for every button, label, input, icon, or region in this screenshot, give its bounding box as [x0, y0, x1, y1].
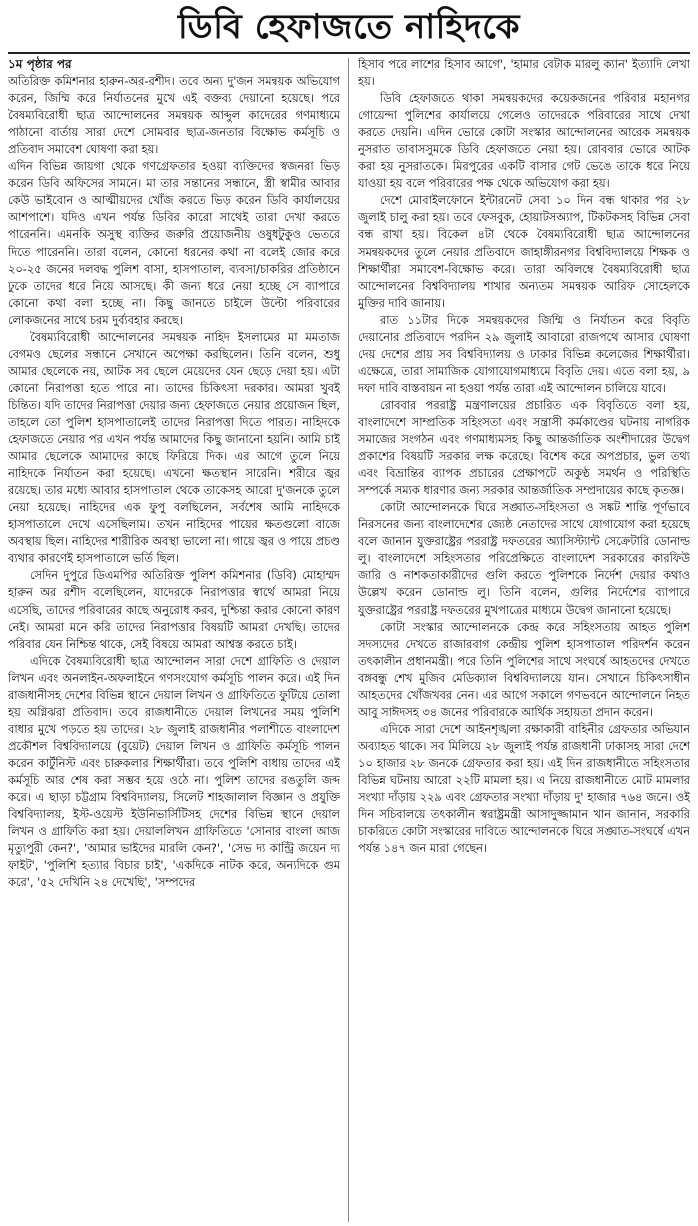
- article-paragraph: এদিন বিভিন্ন জায়গা থেকে গণগ্রেফতার হওয়া ব্যক্তিদের স্বজনরা ভিড় করেন ডিবি অফিসের সামনে। মা তার সন্তানের সন্ধানে, স্ত্রী স্বামীর আবার কেউ ভাইবোন ও আত্মীয়দের খোঁজ করতে ভিড় করেন ডিবি কার্যালয়ের আশপাশে। যদিও এখন পর্যন্ত ডিবির কারো সাথেই তারা দেখা করতে পারেননি। এমনকি অসুস্থ ব্যক্তির জরুরি প্রয়োজনীয় ওষুধটুকুও ভেতরে দিতে পারেননি। তারা বলেন, কোনো ধরনের কথা না বলেই জোর করে ২০-২৫ জনের দলবদ্ধ পুলিশ বাসা, হাসপাতাল, ব্যবসা/চাকরির প্রতিষ্ঠানে ঢুকে তাদের ধরে নিয়ে আসছে। কী জন্য ধরে নেয়া হচ্ছে সে ব্যাপারে কোনো কথা বলা হচ্ছে না। কিছু জানতে চাইলে উল্টো পরিবারের লোকজনের সাথে চরম দুর্ব্যবহার করছে।: [8, 159, 340, 327]
- headline: ডিবি হেফাজতে নাহিদকে: [177, 7, 521, 47]
- article-paragraph: বৈষম্যবিরোধী আন্দোলনের সমন্বয়ক নাহিদ ইসলামের মা মমতাজ বেগমও ছেলের সন্ধানে সেখানে অপেক্ষা করছিলেন। তিনি বলেন, শুধু আমার ছেলেকে নয়, আটক সব ছেলে মেয়েদের যেন ছেড়ে দেয়া হয়। এটা কোনো নিরাপত্তা হতে পারে না। তাদের চিকিৎসা দরকার। আমরা খুবই চিন্তিত। যদি তাদের নিরাপত্তা দেয়ার জন্য হেফাজতে নেয়ার প্রয়োজন ছিল, তাহলে তো পুলিশ হাসপাতালেই তাদের নিরাপত্তা দিতে পারত। নাহিদকে হেফাজতে নেয়ার পর এখন পর্যন্ত আমাদের কিছু জানানো হয়নি। আমি চাই আমার ছেলেকে আমাদের কাছে ফিরিয়ে দিক। এর আগে তুলে নিয়ে নাহিদকে নির্যাতন করা হয়েছে। এখনো ক্ষতস্থান সারেনি। শরীরে জ্বর রয়েছে। তার মধ্যে আবার হাসপাতাল থেকে তাকেসহ আরো দু'জনকে তুলে নেয়া হয়েছে। নাহিদের এক ফুপু বলছিলেন, সর্বশেষ আমি নাহিদকে হাসপাতালে দেখে এসেছিলাম। তখন নাহিদের পায়ের ক্ষতগুলো বাজে অবস্থায় ছিল। নাহিদের শারীরিক অবস্থা ভালো না। গায়ে জ্বর ও পায়ে প্রচণ্ড ব্যথার কারণেই হাসপাতালে ভর্তি ছিল।: [8, 329, 340, 566]
- article-column-right: [358, 56, 690, 1222]
- article-paragraph: হিসাব পরে লাশের হিসাব আগে', 'হামার বেটাক মারলু ক্যান' ইত্যাদি লেখা হয়।: [358, 57, 690, 89]
- article-columns: [8, 56, 690, 1222]
- article-paragraph: ডিবি হেফাজতে থাকা সমন্বয়কদের কয়েকজনের পরিবার মহানগর গোয়েন্দা পুলিশের কার্যালয়ে গেলেও তাদেরকে পরিবারের সাথে দেখা করতে দেয়নি। এদিন ভোরে কোটা সংস্কার আন্দোলনের আরেক সমন্বয়ক নুসরাত তাবাসসুমকে ডিবি হেফাজতে নেয়া হয়। রোববার ভোরে আটক করা হয় নুসরাতকে। মিরপুরের একটি বাসার গেট ভেঙে তাকে ধরে নিয়ে যাওয়া হয় বলে পরিবারের পক্ষ থেকে অভিযোগ করা হয়।: [358, 91, 690, 191]
- article-paragraph: রোববার পররাষ্ট্র মন্ত্রণালয়ের প্রচারিত এক বিবৃতিতে বলা হয়, বাংলাদেশে সাম্প্রতিক সহিংসতা এবং সন্ত্রাসী কর্মকাণ্ডের ঘটনায় নাগরিক সমাজের সংগঠন এবং গণমাধ্যমসহ কিছু আন্তর্জাতিক অংশীদারের উদ্বেগ প্রকাশের বিষয়টি সরকার লক্ষ করেছে। বিশেষ করে অপপ্রচার, ভুল তথ্য এবং বিভ্রান্তির ব্যাপক প্রচারের প্রেক্ষাপটে অকুণ্ঠ সমর্থন ও পরিস্থিতি সম্পর্কে সম্যক ধারণার জন্য সরকার আন্তর্জাতিক সম্প্রদায়ের কাছে কৃতজ্ঞ।: [358, 397, 690, 498]
- article-paragraph: কোটা আন্দোলনকে ঘিরে সঙ্ঘাত-সহিংসতা ও সঙ্কট শান্তি পূর্ণভাবে নিরসনের জন্য বাংলাদেশের জ্যেষ্ঠ নেতাদের সাথে যোগাযোগ করা হয়েছে বলে জানান যুক্তরাষ্ট্রের পররাষ্ট্র দফতরের অ্যাসিস্ট্যান্ট সেক্রেটারি ডোনাল্ড লু। বাংলাদেশে সহিংসতার পরিপ্রেক্ষিতে বাংলাদেশ সরকারের কারফিউ জারি ও নাশকতাকারীদের গুলি করতে পুলিশকে নির্দেশ দেয়ার কথাও উল্লেখ করেন ডোনাল্ড লু। তিনি বলেন, গুলির নির্দেশের ব্যাপারে যুক্তরাষ্ট্রের পররাষ্ট্র দফতরের মুখপাত্রের মাধ্যমে উদ্বেগ জানানো হয়েছে।: [358, 500, 690, 617]
- article-paragraph: অতিরিক্ত কমিশনার হারুন-অর-রশীদ। তবে অন্য দু'জন সমন্বয়ক অভিযোগ করেন, জিম্মি করে নির্যাতনের মুখে এই বক্তব্য দেয়ানো হয়েছে। পরে বৈষম্যবিরোধী ছাত্র আন্দোলনের সমন্বয়ক আব্দুল কাদেরের গণমাধ্যমে পাঠানো বার্তায় সারা দেশে সোমবার ছাত্র-জনতার বিক্ষোভ কর্মসূচি ও প্রতিবাদ সমাবেশ ঘোষণা করা হয়।: [8, 74, 340, 157]
- article-paragraph: রাত ১১টার দিকে সমন্বয়কদের জিম্মি ও নির্যাতন করে বিবৃতি দেয়ানোর প্রতিবাদে পরদিন ২৯ জুলাই আবারো রাজপথে আসার ঘোষণা দেয় দেশের প্রায় সব বিশ্ববিদ্যালয় ও ঢাকার বিভিন্ন কলেজের শিক্ষার্থীরা। এক্ষেত্রে, তারা সামাজিক যোগাযোগমাধ্যমে বিবৃতি দেয়। এতে বলা হয়, ৯ দফা দাবি বাস্তবায়ন না হওয়া পর্যন্ত তারা এই আন্দোলন চালিয়ে যাবে।: [358, 312, 690, 395]
- article-paragraph: এদিকে বৈষম্যবিরোধী ছাত্র আন্দোলন সারা দেশে গ্রাফিতি ও দেয়াল লিখন এবং অনলাইন-অফলাইনে গণসংযোগ কর্মসূচি পালন করে। এই দিন রাজধানীসহ দেশের বিভিন্ন স্থানে দেয়াল লিখন ও গ্রাফিতিতে ফুটিয়ে তোলা হয় অগ্নিঝরা প্রতিবাদ। তবে রাজধানীতে দেয়াল লিখনের সময় পুলিশি বাধার মুখে পড়তে হয় তাদের। ২৮ জুলাই রাজধানীর পলাশীতে বাংলাদেশ প্রকৌশল বিশ্ববিদ্যালয়ে (বুয়েট) দেয়াল লিখন ও গ্রাফিতি কর্মসূচি পালন করেন কার্টুনিস্ট এবং চারুকলার শিক্ষার্থীরা। তবে পুলিশি বাধায় তাদের এই কর্মসূচি আর শেষ করা সম্ভব হয়ে ওঠে না। পুলিশ তাদের রঙতুলি জব্দ করে। এ ছাড়া চট্টগ্রাম বিশ্ববিদ্যালয়, সিলেট শাহজালাল বিজ্ঞান ও প্রযুক্তি বিশ্ববিদ্যালয়, ইস্ট-ওয়েস্ট ইউনিভার্সিটিসহ দেশের বিভিন্ন স্থানে দেয়াল লিখন ও গ্রাফিতি করা হয়। দেয়াললিখন গ্রাফিতিতে 'সোনার বাংলা আজ মৃত্যুপুরী কেন?', 'আমার ভাইদের মারলি কেন?', 'সেভ দ্য কান্ট্রি জয়েন দ্য ফাইট', 'পুলিশি হত্যার বিচার চাই', 'একদিকে নাটক করে, অন্যদিকে গুম করে', '৫২ দেখিনি ২৪ দেখেছি', 'সম্পদের: [8, 653, 340, 890]
- column-divider: [348, 58, 349, 1222]
- article-paragraph: দেশে মোবাইলফোনে ইন্টারনেট সেবা ১০ দিন বন্ধ থাকার পর ২৮ জুলাই চালু করা হয়। তবে ফেসবুক, হোয়াটসঅ্যাপ, টিকটকসহ বিভিন্ন সেবা বন্ধ রাখা হয়। বিকেল ৪টা থেকে বৈষম্যবিরোধী ছাত্র আন্দোলনের সমন্বয়কদের তুলে নেয়ার প্রতিবাদে জাহাঙ্গীরনগর বিশ্ববিদ্যালয়ে শিক্ষক ও শিক্ষার্থীরা সমাবেশ-বিক্ষোভ করে। তারা অবিলম্বে বৈষম্যবিরোধী ছাত্র আন্দোলনের বিশ্ববিদ্যালয় শাখার অন্যতম সমন্বয়ক আরিফ সোহেলকে মুক্তির দাবি জানায়।: [358, 193, 690, 310]
- article-column-left: [8, 56, 340, 1222]
- article-paragraph: সেদিন দুপুরে ডিএমপির অতিরিক্ত পুলিশ কমিশনার (ডিবি) মোহাম্মদ হারুন অর রশীদ বলেছিলেন, যাদেরকে নিরাপত্তার স্বার্থে আমরা নিয়ে এসেছি, তাদের পরিবারের কাছে অনুরোধ করব, দুশ্চিন্তা করার কোনো কারণ নেই। আমরা মনে করি তাদের নিরাপত্তার বিষয়টি আমরা দেখছি। তাদের পরিবার যেন নিশ্চিন্ত থাকে, সেই বিষয়ে আমরা আশ্বস্ত করতে চাই।: [8, 568, 340, 651]
- article-paragraph: কোটা সংস্কার আন্দোলনকে কেন্দ্র করে সহিংসতায় আহত পুলিশ সদস্যদের দেখতে রাজারবাগ কেন্দ্রীয় পুলিশ হাসপাতাল পরিদর্শন করেন তৎকালীন প্রধানমন্ত্রী। পরে তিনি পুলিশের সাথে সংঘর্ষে আহতদের দেখতে বঙ্গবন্ধু শেখ মুজিব মেডিক্যাল বিশ্ববিদ্যালয়ে যান। সেখানে চিকিৎসাধীন আহতদের খোঁজখবর নেন। এর আগে সকালে গণভবনে আন্দোলনে নিহত আবু সাঈদসহ ৩৪ জনের পরিবারকে আর্থিক সহায়তা প্রদান করেন।: [358, 619, 690, 719]
- article-paragraph: এদিকে সারা দেশে আইনশৃঙ্খলা রক্ষাকারী বাহিনীর গ্রেফতার অভিযান অব্যাহত থাকে। সব মিলিয়ে ২৮ জুলাই পর্যন্ত রাজধানী ঢাকাসহ সারা দেশে ১০ হাজার ২৮ জনকে গ্রেফতার করা হয়। এই দিন রাজধানীতে সহিংসতার বিভিন্ন ঘটনায় আরো ২২টি মামলা হয়। এ নিয়ে রাজধানীতে মোট মামলার সংখ্যা দাঁড়ায় ২২৯ এবং গ্রেফতার সংখ্যা দাঁড়ায় দু' হাজার ৭৬৪ জনে। ওই দিন সচিবালয়ে তৎকালীন স্বরাষ্ট্রমন্ত্রী আসাদুজ্জামান খান জানান, সরকারি চাকরিতে কোটা সংস্কারের দাবিতে আন্দোলনকে ঘিরে সঙ্ঘাত-সংঘর্ষে এখন পর্যন্ত ১৪৭ জন মারা গেছেন।: [358, 721, 690, 856]
- continuation-label: ১ম পৃষ্ঠার পর: [8, 57, 72, 71]
- headline-rule: [8, 52, 690, 54]
- continuation-line: [8, 56, 340, 73]
